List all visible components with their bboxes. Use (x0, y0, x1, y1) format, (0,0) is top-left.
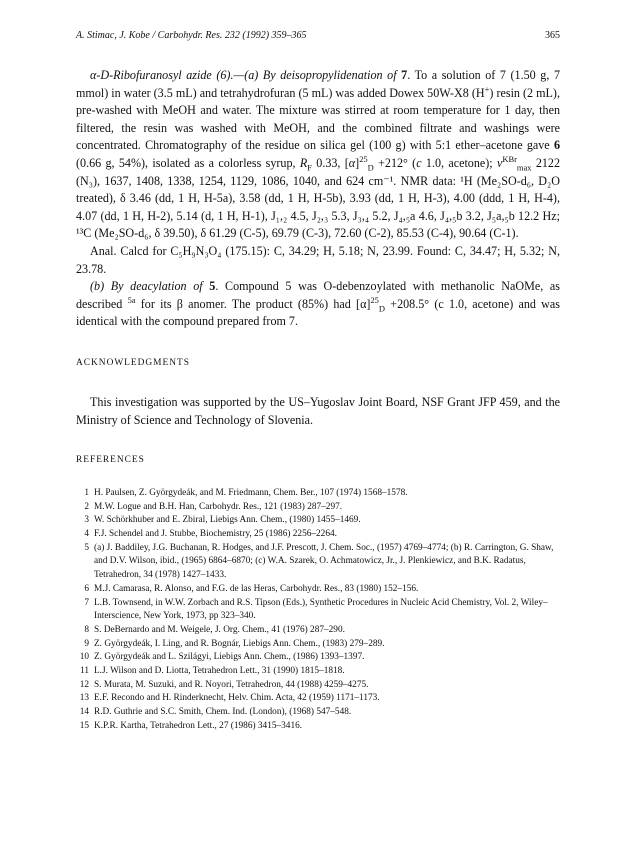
reference-item (76, 501, 560, 515)
page-number: 365 (545, 30, 560, 41)
paragraph-analysis: Anal. Calcd for C₅H₉N₃O₄ (175.15): C, 34.29; H, 5.18; N, 23.99. Found: C, 34.47; H, 5.32; N, 23.78. (76, 243, 560, 276)
reference-item (76, 597, 560, 624)
experimental-section (76, 67, 560, 331)
method-a-title: (a) By deisopropylidenation of (244, 68, 397, 82)
reference-number: 1 (84, 487, 89, 498)
reference-item (76, 679, 560, 693)
reference-item (76, 514, 560, 528)
paragraph-azide: α-D-Ribofuranosyl azide (6).—(a) By deisopropylidenation of 7. To a solution of 7 (1.50 g, 7 mmol) in water (3.5 mL) and tetrahydrofuran (5 mL) was added Dowex 50W-X8 (H+) resin (2 mL), pre-washed with MeOH and water. The mixture was stirred at room temperature for 1 day, then filtered, the resin was washed with MeOH, and the combined filtrate and washings were concentrated. Chromatography of the residue on silica gel (100 g) with 5:1 ether–acetone gave 6 (0.66 g, 54%), isolated as a colorless syrup, $R_F$ 0.33, $[\alpha]^{25}_D +212^\circ$ (c 1.0, acetone); $\nu^{KBr}_{max}$ 2122 (N₃), 1637, 1408, 1338, 1254, 1129, 1086, 1040, and 624 cm⁻¹. NMR data: ¹H (Me₂SO-d₆, D₂O treated), δ 3.46 (dd, 1 H, H-5a), 3.58 (dd, 1 H, H-5b), 3.93 (dd, 1 H, H-3), 4.00 (ddd, 1 H, H-4), 4.07 (dd, 1 H, H-2), 5.14 (d, 1 H, H-1), J₁,₂ 4.5, J₂,₃ 5.3, J₃,₄ 5.2, J₄,₅a 4.6, J₄,₅b 3.2, J₅a,₅b 12.2 Hz; ¹³C (Me₂SO-d₆, δ 39.50), δ 61.29 (C-5), 69.79 (C-3), 72.60 (C-2), 85.53 (C-4), 90.64 (C-1). (76, 68, 561, 241)
method-a-text-1: To a solution of 7 (1.50 g, 7 mmol) in water (3.5 mL) and tetrahydrofuran (5 mL) was added Dowex 50W-X8 (H (76, 68, 560, 100)
reference-item (76, 528, 560, 542)
reference-text: E.F. Recondo and H. Rinderknecht, Helv. Chim. Acta, 42 (1959) 1171–1173. (94, 693, 380, 704)
references-heading: REFERENCES (76, 454, 145, 465)
reference-item (76, 651, 560, 665)
acknowledgments-heading: ACKNOWLEDGMENTS (76, 357, 190, 368)
reference-item (76, 706, 560, 720)
reference-item (76, 624, 560, 638)
reference-text: S. DeBernardo and M. Weigele, J. Org. Chem., 41 (1976) 287–290. (94, 624, 345, 635)
journal-page (76, 30, 560, 734)
reference-item (76, 720, 560, 734)
reference-number: 4 (84, 529, 89, 540)
reference-number: 7 (84, 597, 89, 608)
method-b-text-1: Compound 5 was O-debenzoylated with methanolic NaOMe, as described (76, 279, 560, 311)
running-head-citation: A. Stimac, J. Kobe / Carbohydr. Res. 232 (1992) 359–365 (76, 30, 307, 41)
references-list (76, 487, 560, 734)
reference-text: L.J. Wilson and D. Liotta, Tetrahedron Lett., 31 (1990) 1815–1818. (94, 666, 345, 677)
reference-number: 13 (79, 693, 89, 704)
reference-number: 5 (84, 542, 89, 553)
reference-item (76, 583, 560, 597)
reference-number: 15 (79, 720, 89, 731)
reference-text: W. Schörkhuber and E. Zbiral, Liebigs Ann. Chem., (1980) 1455–1469. (94, 515, 361, 526)
reference-item (76, 542, 560, 583)
reference-text: Z. Györgydeák, I. Ling, and R. Bognár, Liebigs Ann. Chem., (1983) 279–289. (94, 638, 385, 649)
reference-number: 3 (84, 515, 89, 526)
reference-text: H. Paulsen, Z. Györgydeák, and M. Friedmann, Chem. Ber., 107 (1974) 1568–1578. (94, 487, 408, 498)
reference-text: L.B. Townsend, in W.W. Zorbach and R.S. Tipson (Eds.), Synthetic Procedures in Nucleic Acid Chemistry, Vol. 2, Wiley–Interscience, New York, 1973, pp 323–340. (94, 597, 548, 622)
running-head (76, 30, 560, 41)
method-b-text-3: +208.5° (c 1.0, acetone) and was identical with the compound prepared from 7. (76, 296, 560, 329)
reference-item (76, 487, 560, 501)
compound-title: α-D-Ribofuranosyl azide (6).— (90, 68, 245, 82)
reference-item (76, 638, 560, 652)
reference-number: 10 (79, 652, 89, 663)
method-a-text-3: (0.66 g, 54%), isolated as a colorless syrup, (76, 155, 296, 170)
reference-number: 11 (80, 666, 89, 677)
reference-item (76, 692, 560, 706)
method-b-title: (b) By deacylation of (90, 279, 203, 294)
method-b-text-2: for its β anomer. The product (85%) had [α] (140, 296, 371, 311)
reference-text: S. Murata, M. Suzuki, and R. Noyori, Tetrahedron, 44 (1988) 4259–4275. (94, 679, 369, 690)
method-a-text-2: ) resin (2 mL), pre-washed with MeOH and water. The mixture was stirred at room temperature for 1 day, then filtered, the resin was washed with MeOH, and the combined filtrate and washings were concentrated. Chromatography of the residue on silica gel (100 g) with 5:1 ether–acetone gave (76, 85, 560, 153)
reference-number: 12 (79, 679, 89, 690)
reference-text: M.W. Logue and B.H. Han, Carbohydr. Res., 121 (1983) 287–297. (94, 501, 343, 512)
spectral-data: 2122 (N₃), 1637, 1408, 1338, 1254, 1129, 1086, 1040, and 624 cm⁻¹. NMR data: ¹H (Me₂SO-d₆, D₂O treated), δ 3.46 (dd, 1 H, H-5a), 3.58 (dd, 1 H, H-5b), 3.93 (dd, 1 H, H-3), 4.00 (ddd, 1 H, H-4), 4.07 (dd, 1 H, H-2), 5.14 (d, 1 H, H-1), J₁,₂ 4.5, J₂,₃ 5.3, J₃,₄ 5.2, J₄,₅a 4.6, J₄,₅b 3.2, J₅a,₅b 12.2 Hz; ¹³C (Me₂SO-d₆, δ 39.50), δ 61.29 (C-5), 69.79 (C-3), 72.60 (C-2), 85.53 (C-4), 90.64 (C-1). (76, 155, 561, 241)
acknowledgments-text: This investigation was supported by the US–Yugoslav Joint Board, NSF Grant JFP 459, and the Ministry of Science and Technology of Slovenia. (76, 394, 560, 427)
reference-text: K.P.R. Kartha, Tetrahedron Lett., 27 (1986) 3415–3416. (94, 720, 303, 731)
reference-text: (a) J. Baddiley, J.G. Buchanan, R. Hodges, and J.F. Prescott, J. Chem. Soc., (1957) 4769–4774; (b) R. Carrington, G. Shaw, and D.V. Wilson, ibid., (1965) 6864–6870; (c) W.A. Szarek, O. Achmatowicz, Jr., J. Plenkiewicz, and B.K. Radatus, Tetrahedron, 34 (1978) 1427–1433. (94, 542, 554, 581)
reference-number: 9 (84, 638, 89, 649)
reference-number: 6 (84, 583, 89, 594)
reference-number: 14 (79, 707, 89, 718)
reference-number: 2 (84, 501, 89, 512)
reference-item (76, 665, 560, 679)
reference-text: Z. Györgydeák and L. Szilágyi, Liebigs Ann. Chem., (1986) 1393–1397. (94, 652, 365, 663)
reference-number: 8 (84, 624, 89, 635)
paragraph-method-b: (b) By deacylation of 5. Compound 5 was O-debenzoylated with methanolic NaOMe, as described $^{5a}$ for its β anomer. The product (85%) had $[\alpha]^{25}_D +208.5^\circ$ (c 1.0, acetone) and was identical with the compound prepared from 7. (76, 279, 560, 329)
reference-text: R.D. Guthrie and S.C. Smith, Chem. Ind. (London), (1968) 547–548. (94, 707, 352, 718)
reference-text: M.J. Camarasa, R. Alonso, and F.G. de las Heras, Carbohydr. Res., 83 (1980) 152–156. (94, 583, 419, 594)
reference-text: F.J. Schendel and J. Stubbe, Biochemistry, 25 (1986) 2256–2264. (94, 529, 337, 540)
